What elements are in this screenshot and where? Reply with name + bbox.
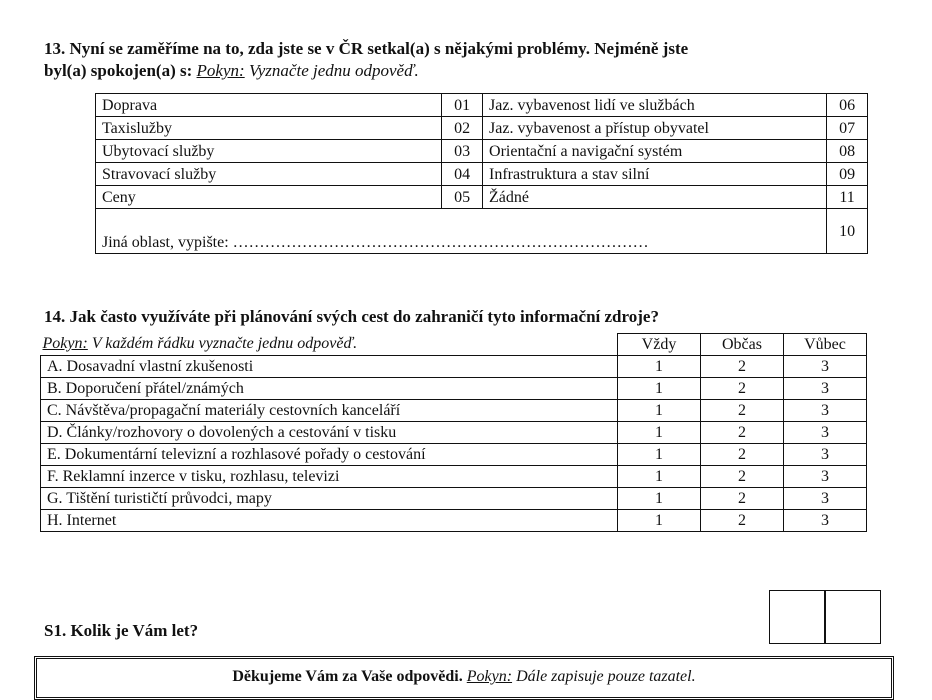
q14-answer-always[interactable]: 1 [618, 510, 701, 532]
q13-option-label: Infrastruktura a stav silní [483, 163, 827, 186]
q13-option-label: Žádné [483, 186, 827, 209]
q13-instruction-label: Pokyn: [196, 61, 245, 80]
q13-subtitle-bold: byl(a) spokojen(a) s: [44, 61, 193, 80]
q14-source-label: F. Reklamní inzerce v tisku, rozhlasu, televizi [41, 466, 618, 488]
q14-col-never: Vůbec [784, 334, 867, 356]
q14-answer-never[interactable]: 3 [784, 356, 867, 378]
q13-option-code[interactable]: 03 [442, 140, 483, 163]
q14-answer-never[interactable]: 3 [784, 466, 867, 488]
footer-thanks: Děkujeme Vám za Vaše odpovědi. [232, 668, 463, 685]
q14-instruction-label: Pokyn: [42, 335, 88, 353]
q14-source-label: D. Články/rozhovory o dovolených a cestování v tisku [41, 422, 618, 444]
q14-col-sometimes: Občas [701, 334, 784, 356]
q14-header-row [41, 334, 867, 356]
q13-subtitle [44, 60, 419, 82]
q14-source-label: H. Internet [41, 510, 618, 532]
q13-option-code[interactable]: 02 [442, 117, 483, 140]
q14-instruction-text: V každém řádku vyznačte jednu odpověď. [91, 335, 358, 353]
q14-source-row [41, 356, 867, 378]
q13-other-field[interactable]: Jiná oblast, vypište: …………………………………………………………………… [96, 209, 827, 254]
q13-option-row [96, 186, 868, 209]
q13-option-row [96, 163, 868, 186]
q14-answer-never[interactable]: 3 [784, 510, 867, 532]
q14-source-row [41, 378, 867, 400]
q14-answer-sometimes[interactable]: 2 [701, 510, 784, 532]
q13-option-row [96, 140, 868, 163]
q14-source-row [41, 488, 867, 510]
q14-source-row [41, 466, 867, 488]
q14-answer-sometimes[interactable]: 2 [701, 422, 784, 444]
q14-source-label: E. Dokumentární televizní a rozhlasové pořady o cestování [41, 444, 618, 466]
q13-instruction-text: Vyznačte jednu odpověď. [248, 61, 419, 80]
q14-answer-sometimes[interactable]: 2 [701, 444, 784, 466]
q14-source-label: A. Dosavadní vlastní zkušenosti [41, 356, 618, 378]
q14-source-label: C. Návštěva/propagační materiály cestovních kanceláří [41, 400, 618, 422]
q13-other-code[interactable]: 10 [827, 209, 868, 254]
q14-answer-sometimes[interactable]: 2 [701, 488, 784, 510]
q13-option-code[interactable]: 08 [827, 140, 868, 163]
q14-title-text: 14. Jak často využíváte při plánování svých cest do zahraničí tyto informační zdroje? [44, 307, 659, 326]
q13-option-label: Taxislužby [96, 117, 442, 140]
q13-option-code[interactable]: 04 [442, 163, 483, 186]
footer-text [37, 668, 891, 686]
q14-title [44, 306, 659, 328]
q13-option-code[interactable]: 11 [827, 186, 868, 209]
q14-answer-sometimes[interactable]: 2 [701, 356, 784, 378]
q14-answer-never[interactable]: 3 [784, 488, 867, 510]
q14-source-row [41, 444, 867, 466]
q13-title-line1: 13. Nyní se zaměříme na to, zda jste se v ČR setkal(a) s nějakými problémy. Nejméně jste [44, 39, 689, 58]
q13-option-label: Ceny [96, 186, 442, 209]
q13-option-row [96, 94, 868, 117]
s1-question: S1. Kolik je Vám let? [44, 621, 199, 640]
q13-option-code[interactable]: 06 [827, 94, 868, 117]
q14-answer-always[interactable]: 1 [618, 444, 701, 466]
q13-option-code[interactable]: 09 [827, 163, 868, 186]
q13-title [44, 38, 688, 60]
q14-sources-table [40, 333, 867, 532]
q13-option-row [96, 117, 868, 140]
q13-options-table [95, 93, 868, 254]
q13-option-label: Ubytovací služby [96, 140, 442, 163]
q13-option-label: Stravovací služby [96, 163, 442, 186]
age-digit-box-1[interactable] [769, 590, 825, 644]
q14-answer-sometimes[interactable]: 2 [701, 400, 784, 422]
q13-option-code[interactable]: 07 [827, 117, 868, 140]
q13-option-code[interactable]: 01 [442, 94, 483, 117]
footer-box [34, 656, 894, 700]
q14-source-row [41, 400, 867, 422]
q14-answer-never[interactable]: 3 [784, 378, 867, 400]
q14-answer-always[interactable]: 1 [618, 378, 701, 400]
q14-answer-always[interactable]: 1 [618, 356, 701, 378]
q14-answer-sometimes[interactable]: 2 [701, 378, 784, 400]
q14-source-row [41, 422, 867, 444]
q13-option-code[interactable]: 05 [442, 186, 483, 209]
q14-answer-never[interactable]: 3 [784, 400, 867, 422]
q13-option-label: Orientační a navigační systém [483, 140, 827, 163]
q14-source-label: G. Tištění turističtí průvodci, mapy [41, 488, 618, 510]
q14-answer-always[interactable]: 1 [618, 400, 701, 422]
q13-option-label: Jaz. vybavenost a přístup obyvatel [483, 117, 827, 140]
q14-source-row [41, 510, 867, 532]
q14-answer-always[interactable]: 1 [618, 422, 701, 444]
q13-option-label: Jaz. vybavenost lidí ve službách [483, 94, 827, 117]
q14-answer-never[interactable]: 3 [784, 422, 867, 444]
q14-col-always: Vždy [618, 334, 701, 356]
footer-instruction-text: Dále zapisuje pouze tazatel. [516, 668, 696, 685]
q14-answer-sometimes[interactable]: 2 [701, 466, 784, 488]
q14-instruction [41, 334, 618, 356]
q14-answer-always[interactable]: 1 [618, 488, 701, 510]
q14-answer-never[interactable]: 3 [784, 444, 867, 466]
q14-source-label: B. Doporučení přátel/známých [41, 378, 618, 400]
footer-instruction-label: Pokyn: [466, 668, 513, 685]
q13-other-row [96, 209, 868, 254]
q14-answer-always[interactable]: 1 [618, 466, 701, 488]
q13-option-label: Doprava [96, 94, 442, 117]
age-digit-box-2[interactable] [825, 590, 881, 644]
